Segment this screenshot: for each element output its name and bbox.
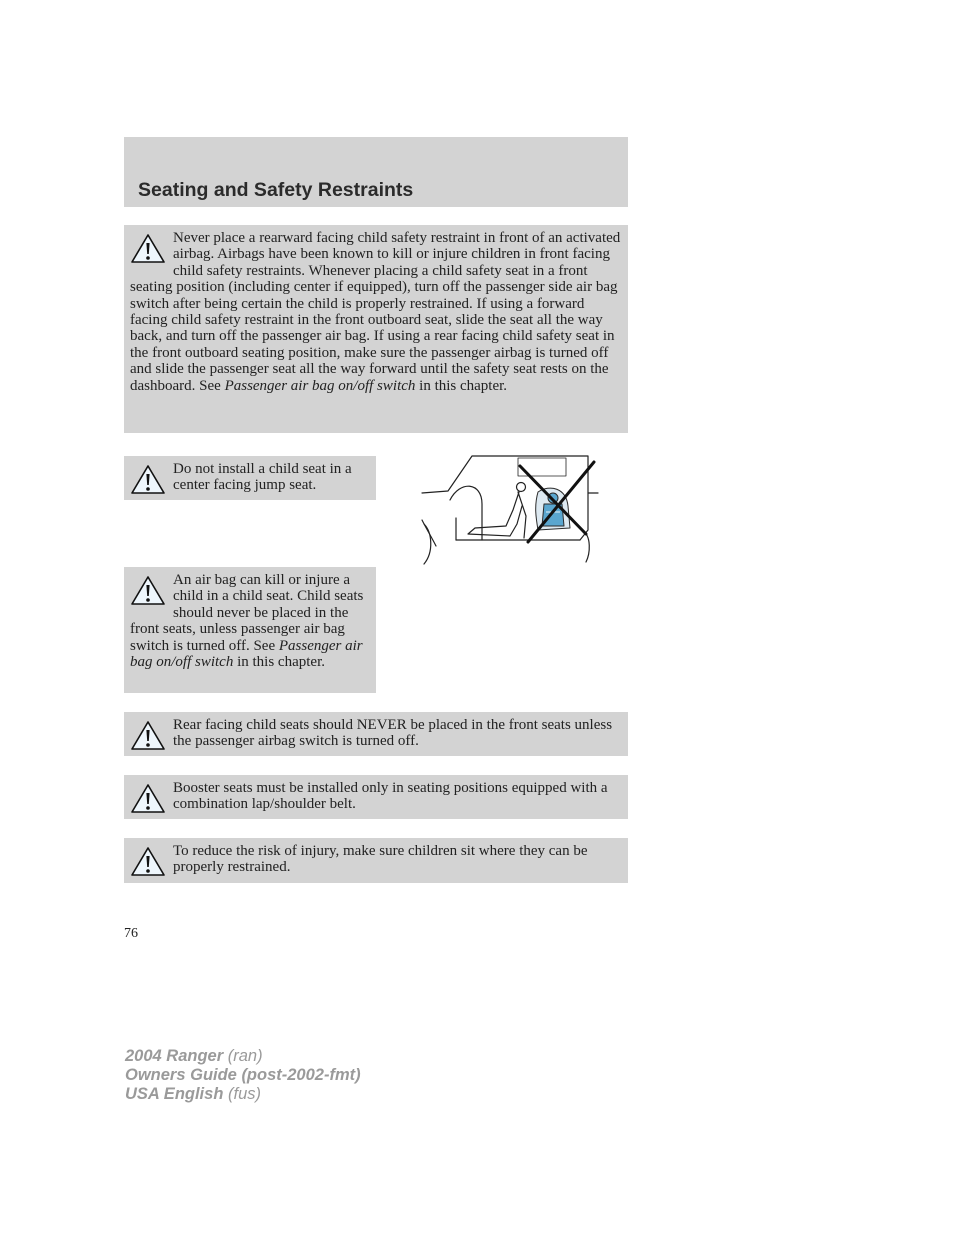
warning-box-jump-seat xyxy=(124,456,376,500)
footer-line-language: USA English (fus) xyxy=(125,1085,261,1103)
warning-text: Do not install a child seat in a center facing jump seat. xyxy=(173,461,352,494)
warning-icon xyxy=(130,783,166,815)
footer-line-model: 2004 Ranger (ran) xyxy=(125,1047,263,1065)
warning-icon xyxy=(130,464,166,496)
cross-reference-link: Passenger air bag on/off switch xyxy=(224,377,416,394)
warning-box-rear-facing-never xyxy=(124,712,628,756)
warning-text: Booster seats must be installed only in seating positions equipped with a combination lap/shoulder belt. xyxy=(173,780,608,813)
warning-text: To reduce the risk of injury, make sure children sit where they can be properly restrained. xyxy=(173,843,588,876)
no-child-seat-in-jump-seat-illustration xyxy=(420,448,602,566)
cross-reference-link: Passenger air bag on/off switch xyxy=(130,637,363,671)
warning-text: Never place a rearward facing child safety restraint in front of an activated airbag. Airbags have been known to kill or injure children in front facing child safety restraints. Whenever placing a child safety seat in a front seating position (including center if equipped), turn off the passenger side air bag switch after being certain the child is properly restrained. If using a forward facing child safety restraint in the front outboard seat, slide the seat all the way back, and turn off the passenger air bag. If using a rear facing child safety seat in the front outboard seating position, make sure the passenger airbag is turned off and slide the passenger seat all the way forward until the safety seat rests on the dashboard. See Passenger air bag on/off switch in this chapter. xyxy=(130,230,621,394)
document-footer xyxy=(125,1047,361,1104)
warning-icon xyxy=(130,846,166,878)
warning-box-rear-facing-airbag xyxy=(124,225,628,433)
warning-text: An air bag can kill or injure a child in a child seat. Child seats should never be placed in the front seats, unless passenger air bag switch is turned off. See Passenger air bag on/off switch in this chapter. xyxy=(130,572,364,671)
prohibited-x-mark xyxy=(520,462,594,542)
warning-box-airbag-child-seat xyxy=(124,567,376,693)
page-title: Seating and Safety Restraints xyxy=(138,179,414,201)
warning-icon xyxy=(130,233,166,265)
warning-box-booster-seats xyxy=(124,775,628,819)
footer-line-guide: Owners Guide (post-2002-fmt) xyxy=(125,1066,361,1084)
section-header xyxy=(124,137,628,207)
rear-facing-child-seat xyxy=(536,488,570,530)
warning-text: Rear facing child seats should NEVER be placed in the front seats unless the passenger airbag switch is turned off. xyxy=(173,717,613,750)
warning-box-properly-restrained xyxy=(124,838,628,883)
warning-icon xyxy=(130,575,166,607)
warning-icon xyxy=(130,720,166,752)
page-number: 76 xyxy=(124,926,138,941)
